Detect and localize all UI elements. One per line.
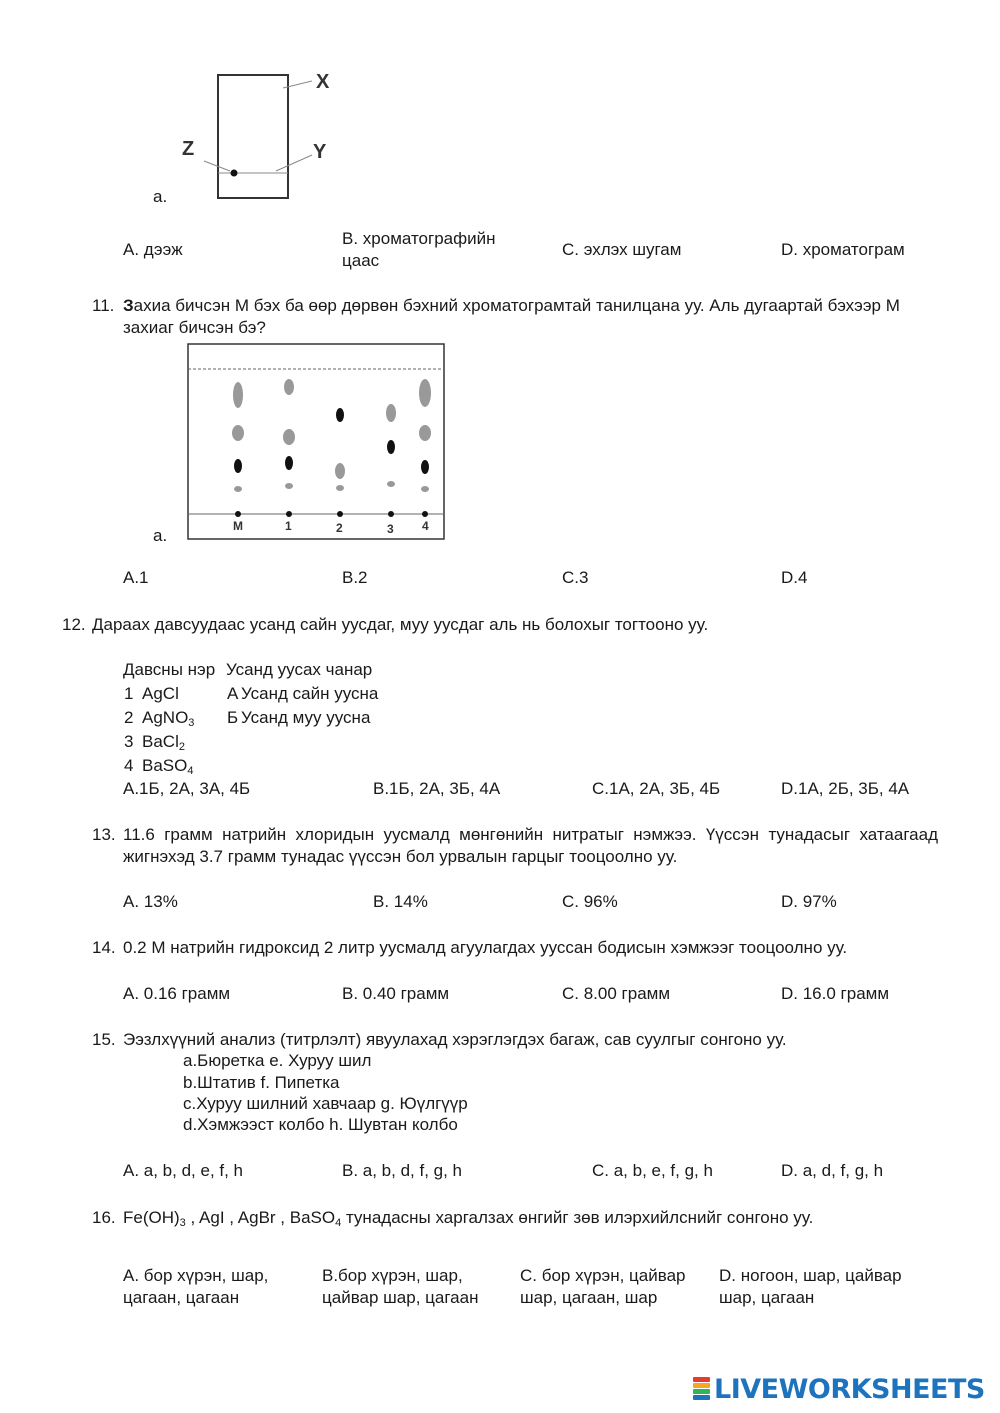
salt-2-number: 2: [124, 708, 134, 727]
q15-item: a.Бюретка e. Хуруу шил: [183, 1051, 372, 1070]
figure-caption: a.: [153, 187, 168, 206]
solubility-a-text: Усанд сайн уусна: [241, 684, 379, 703]
q11-figure-caption: a.: [153, 526, 168, 545]
lane-label-4: 4: [422, 519, 429, 533]
label-x: X: [316, 71, 330, 93]
salt-1-name: AgCl: [142, 684, 179, 703]
q14-option-a[interactable]: A. 0.16 грамм: [123, 984, 231, 1003]
q10-option-b[interactable]: B. хроматографийн цаас: [342, 229, 496, 270]
salt-3-name: BaCl$_2$: [142, 732, 185, 753]
q15-item: d.Хэмжээст колбо h. Шувтан колбо: [183, 1115, 458, 1134]
salt-4-name: BaSO$_4$: [142, 756, 194, 777]
lane-label-2: 2: [336, 521, 343, 535]
q12-text: Дараах давсуудаас усанд сайн уусдаг, муу уусдаг аль нь болохыг тогтооно уу.: [92, 615, 709, 634]
q10-option-d[interactable]: D. хроматограм: [781, 240, 905, 259]
lane-2: [335, 408, 345, 517]
q10-option-c[interactable]: C. эхлэх шугам: [562, 240, 682, 259]
q14-option-d[interactable]: D. 16.0 грамм: [781, 984, 890, 1003]
solubility-col-header: Усанд уусах чанар: [226, 660, 373, 679]
solubility-b-key: Б: [227, 708, 239, 727]
q13-option-b[interactable]: B. 14%: [373, 892, 428, 911]
lane-3: [386, 404, 396, 517]
q11-text-body: ахиа бичсэн М бэх ба өөр дөрвөн бэхний хроматограмтай танилцана уу. Аль дугаартай бэхээр М захиаг бичсэн бэ?: [123, 296, 900, 337]
liveworksheets-logo[interactable]: [693, 1374, 985, 1404]
q15-item: c.Хуруу шилний хавчаар g. Юүлгүүр: [183, 1094, 468, 1113]
q11-number: 11.: [92, 296, 115, 315]
q11-bold-letter: З: [123, 296, 134, 315]
lane-m: [232, 382, 244, 517]
q15-option-a[interactable]: A. a, b, d, e, f, h: [123, 1161, 244, 1180]
chromatography-paper-diagram: [170, 60, 370, 205]
q11-option-c[interactable]: C.3: [562, 568, 589, 587]
q11-option-d[interactable]: D.4: [781, 568, 808, 587]
q12-option-b[interactable]: B.1Б, 2А, 3Б, 4А: [373, 779, 501, 798]
q15-option-c[interactable]: C. a, b, e, f, g, h: [592, 1161, 713, 1180]
q11-text: [123, 295, 943, 339]
q12-option-d[interactable]: D.1А, 2Б, 3Б, 4А: [781, 779, 910, 798]
lane-label-3: 3: [387, 522, 394, 536]
q16-option-c[interactable]: C. бор хүрэн, цайвар шар, цагаан, шар: [520, 1266, 686, 1307]
q16-option-b[interactable]: B.бор хүрэн, шар, цайвар шар, цагаан: [322, 1266, 479, 1307]
logo-icon: [693, 1377, 710, 1401]
q16-text: $Fe(OH)_3$ , AgI , AgBr , BaSO$_4$ тунадасны харгалзах өнгийг зөв илэрхийлснийг сонгоно уу.: [123, 1208, 814, 1229]
solubility-a-key: А: [227, 684, 239, 703]
lane-1: [283, 379, 295, 517]
q14-number: 14.: [92, 938, 116, 957]
q16-option-a[interactable]: A. бор хүрэн, шар, цагаан, цагаан: [123, 1266, 269, 1307]
q15-text: Ээзлхүүний анализ (титрлэлт) явуулахад хэрэглэгдэх багаж, сав суулгыг сонгоно уу.: [123, 1030, 787, 1049]
salt-4-number: 4: [124, 756, 134, 775]
q15-option-d[interactable]: D. a, d, f, g, h: [781, 1161, 884, 1180]
salt-col-header: Давсны нэр: [123, 660, 216, 679]
ink-chromatogram: [187, 343, 449, 543]
q15-option-b[interactable]: B. a, b, d, f, g, h: [342, 1161, 463, 1180]
q11-option-b[interactable]: B.2: [342, 568, 368, 587]
q11-option-a[interactable]: A.1: [123, 568, 149, 587]
logo-text: LIVEWORKSHEETS: [714, 1373, 985, 1405]
q10-option-a[interactable]: A. дээж: [123, 240, 183, 259]
q13-option-a[interactable]: A. 13%: [123, 892, 178, 911]
q14-option-b[interactable]: B. 0.40 грамм: [342, 984, 450, 1003]
solubility-b-text: Усанд муу уусна: [241, 708, 371, 727]
q12-option-c[interactable]: C.1А, 2А, 3Б, 4Б: [592, 779, 721, 798]
label-y: Y: [313, 141, 327, 163]
q13-number: 13.: [92, 825, 116, 844]
q13-option-c[interactable]: C. 96%: [562, 892, 618, 911]
q12-number: 12.: [62, 615, 86, 634]
lane-4: [419, 379, 431, 517]
salt-2-name: AgNO$_3$: [142, 708, 195, 729]
salt-1-number: 1: [124, 684, 134, 703]
q14-option-c[interactable]: C. 8.00 грамм: [562, 984, 671, 1003]
q15-item: b.Штатив f. Пипетка: [183, 1073, 340, 1092]
label-z: Z: [182, 138, 195, 160]
salt-3-number: 3: [124, 732, 134, 751]
q12-option-a[interactable]: A.1Б, 2А, 3А, 4Б: [123, 779, 251, 798]
q13-option-d[interactable]: D. 97%: [781, 892, 837, 911]
q16-number: 16.: [92, 1208, 116, 1227]
q14-text: 0.2 М натрийн гидроксид 2 литр уусмалд агуулагдах ууссан бодисын хэмжээг тооцоолно уу.: [123, 938, 848, 957]
q16-option-d[interactable]: D. ногоон, шар, цайвар шар, цагаан: [719, 1266, 902, 1307]
q13-text: 11.6 грамм натрийн хлоридын уусмалд мөнгөнийн нитратыг нэмжээ. Үүссэн тунадасыг хатаагаад жигнэхэд 3.7 грамм тунадас үүссэн бол урвалын гарцыг тооцоолно уу.: [123, 825, 938, 866]
lane-label-m: M: [233, 519, 243, 533]
q15-number: 15.: [92, 1030, 116, 1049]
lane-label-1: 1: [285, 519, 292, 533]
